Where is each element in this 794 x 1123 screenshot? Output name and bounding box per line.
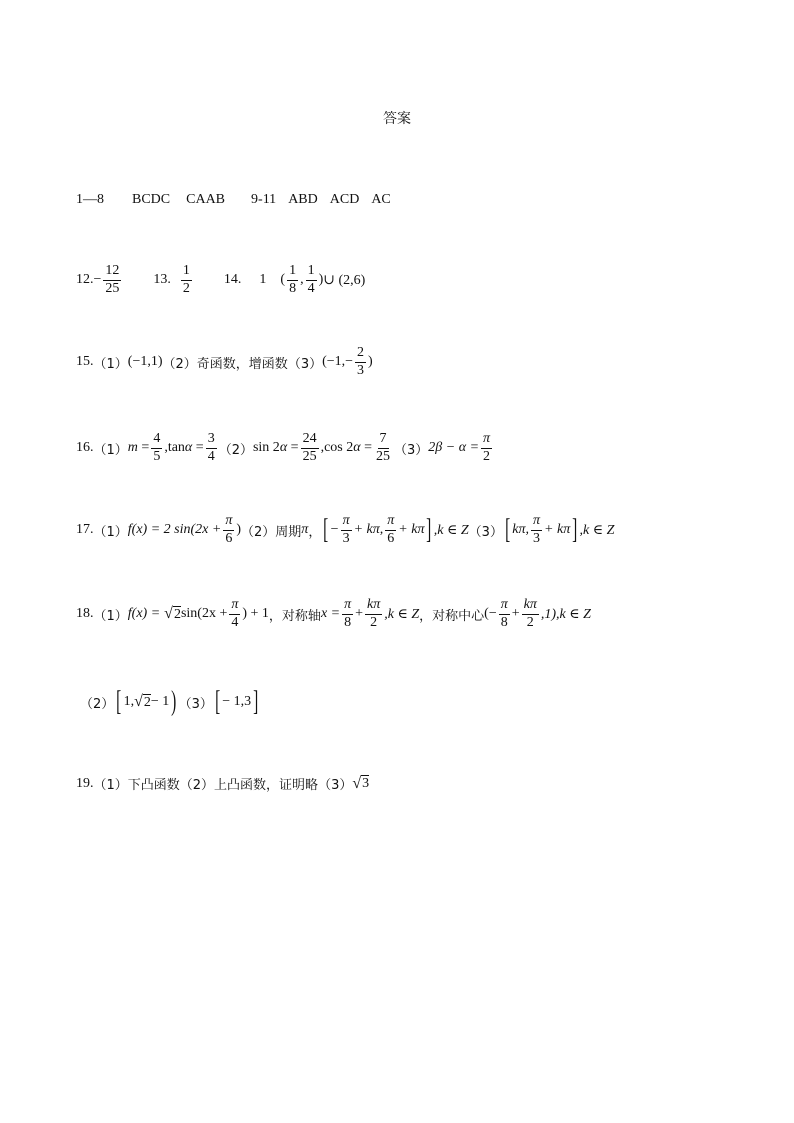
q17-frac3-num: π [385,514,396,531]
q17-bracket-close: ] [426,514,432,546]
q13-fraction [181,264,192,296]
q19-part2: （2）上凸函数，证明略 [179,778,319,793]
q14-f1-numerator: 1 [287,264,298,281]
q1-8-answer-a: BCDC [132,192,171,207]
q14-f2-numerator: 1 [306,264,317,281]
q17-frac3 [385,514,396,546]
q17-kpi-2: + kπ [398,522,425,538]
q14-number: 14. [223,272,242,288]
q14-open-paren: ( [280,272,286,288]
q17-bracket-open-2: [ [505,514,511,546]
q19-number: 19. [76,775,94,791]
q12-numerator: 12 [103,264,121,281]
q17-part3-label: （3） [468,524,503,540]
q17-frac1-num: π [223,514,234,531]
q16-frac3-num: 24 [301,432,319,449]
q14-f2-denominator: 4 [307,280,315,296]
q15-answer1: (−1,1) [127,354,163,370]
q16-frac2-den: 4 [207,448,215,464]
q16-tan: tan [167,440,185,456]
q12-denominator: 25 [105,280,120,296]
q18-frac3 [365,598,382,630]
q16-cos2: cos 2 [324,440,354,456]
q18-frac2 [342,598,353,630]
q16-frac4-num: 7 [378,432,389,449]
q13-denominator: 2 [182,280,190,296]
q17-number: 17. [76,522,94,538]
answer-row-1-11 [76,192,391,208]
q17-kpi-1: + kπ, [353,522,384,538]
q14-value: 1 [259,272,267,288]
q16-frac5-num: π [481,432,492,449]
q16-number: 16. [76,440,94,456]
q17-comma: ， [308,524,322,540]
q9-11-answer-c: AC [371,192,391,207]
q12-sign: − [93,272,102,288]
q15-part1-label: （1） [93,356,128,372]
q16-sin2: sin 2 [252,440,280,456]
q17-kpi-3: kπ, [512,522,530,538]
q18-frac2-den: 8 [344,614,352,630]
q18-x: x = [320,606,341,622]
q17-bracket-close-2: ] [572,514,578,546]
q18-frac5-den: 2 [526,614,534,630]
q18b-part3-label: （3） [178,696,213,712]
q16-frac1-den: 5 [153,448,161,464]
q18-frac4-num: π [499,598,510,615]
q18-axis-label: ，对称轴 [268,608,321,624]
q18-frac2-num: π [342,598,353,615]
q15-part2-label: （2） [162,356,197,372]
q17-frac3-den: 6 [387,530,395,546]
q18b-lower: 1, [123,694,135,709]
q18-frac3-den: 2 [370,614,378,630]
q16-m: m [127,440,138,456]
q18-frac1-num: π [229,598,240,615]
q15-answer3-post: ) [368,354,373,370]
q13-numerator: 1 [181,264,192,281]
q15-number: 15. [76,354,94,370]
q15-answer3-pre: (−1,− [322,354,354,370]
answer-row-17: 17. （1） f(x) = 2 sin(2x + $\frac{\pi}{6}$ ) （2）周期 π ， [ − $\frac{\pi}{3}$ + kπ, $\frac{\pi}{6}$ + kπ ] ,k ∈ Z （3） [ kπ, $\frac{\pi}{3}$ + kπ ] ,k ∈ Z [76,513,615,546]
q18-frac4-den: 8 [500,614,508,630]
q14-fraction-2 [306,264,317,296]
q16-frac4-den: 25 [376,448,391,464]
q16-frac5 [481,432,492,464]
q18-center-end: ,1),k ∈ Z [540,606,591,622]
q16-alpha: α [184,440,193,456]
q16-frac4 [374,432,392,464]
q16-frac5-den: 2 [483,448,491,464]
q17-part1-label: （1） [93,524,128,540]
answer-row-12-14 [76,264,365,296]
q16-part1-label: （1） [93,442,128,458]
q16-frac1-num: 4 [151,432,162,449]
q16-part2-label: （2） [218,442,253,458]
q19-part1: （1）下凸函数 [93,778,180,793]
q18-frac4 [499,598,510,630]
answer-row-18: 18. （1） f(x) = √ 2 sin(2x + $\frac{\pi}{4}$ ) + 1 ，对称轴 x = $\frac{\pi}{8}$ + $\frac{k\pi}{2}$ ,k ∈ Z ，对称中心 (− $\frac{\pi}{8}$ + $\frac{k\pi}{2}$ ,1),k ∈ Z [76,597,591,630]
q15-numerator: 2 [355,346,366,363]
q19-sqrt-value: 3 [362,776,370,791]
q17-frac4 [531,514,542,546]
q18-frac1-den: 4 [231,614,239,630]
q18-center-label: ，对称中心 [419,608,485,624]
q17-kz-2: ,k ∈ Z [579,522,615,538]
q9-11-number: 9-11 [251,192,277,207]
answer-row-18b [80,688,260,716]
q15-answer2: 奇函数，增函数 [196,356,288,372]
q17-function: f(x) = 2 sin(2x + [127,522,222,538]
q17-frac1 [223,514,234,546]
sqrt-icon: √ [134,693,143,710]
q16-frac1 [151,432,162,464]
q14-f1-denominator: 8 [289,280,297,296]
q17-part2-label: （2）周期 [241,524,302,540]
q18-function: f(x) = [127,606,161,622]
q17-period: π [301,522,309,538]
sqrt-icon: √ [352,774,362,792]
q18-number: 18. [76,606,94,622]
q17-frac2 [341,514,352,546]
q18b-minus-one: − 1 [150,694,170,709]
q17-frac1-den: 6 [225,530,233,546]
q17-frac2-den: 3 [342,530,350,546]
q18b-bracket-open: [ [116,686,122,717]
q17-frac2-num: π [341,514,352,531]
q18-plus-one: ) + 1 [242,606,269,622]
q18b-range: − 1,3 [222,694,252,709]
q13-number: 13. [153,272,171,288]
q18b-part2-label: （2） [80,696,115,712]
q17-kz-1: ,k ∈ Z [433,522,469,538]
q15-fraction [355,346,366,378]
q18-sqrt-value: 2 [173,606,181,622]
q15-part3-label: （3） [287,356,323,372]
q19-part3-label: （3） [318,778,353,793]
q17-frac4-den: 3 [533,530,541,546]
q18-frac3-num: kπ [365,598,382,615]
q18b-paren-close: ) [171,686,177,717]
q16-frac2-num: 3 [206,432,217,449]
q16-frac2 [206,432,217,464]
q18-frac5-num: kπ [522,598,539,615]
q18-sin: sin(2x + [180,606,228,622]
q16-frac3 [301,432,319,464]
q12-number: 12. [76,272,94,288]
q1-8-answer-b: CAAB [186,192,226,207]
q14-close-paren: ) [318,272,324,288]
answer-row-15 [76,346,373,378]
q18-part1-label: （1） [93,608,128,624]
q16-beta-expr: 2β − α = [428,440,480,456]
q14-comma: , [300,272,304,288]
q17-frac4-num: π [531,514,542,531]
q18b-bracket-open-2: [ [215,686,221,717]
q15-denominator: 3 [357,362,365,378]
q18b-bracket-close-2: ] [253,686,259,717]
q14-fraction-1 [287,264,298,296]
q14-union: ∪ (2,6) [323,272,366,288]
q18-frac5 [522,598,539,630]
q12-fraction [103,264,121,296]
q9-11-answer-a: ABD [288,192,318,207]
q17-kpi-4: + kπ [544,522,571,538]
q18-kz: ,k ∈ Z [384,606,420,622]
sqrt-icon: √ [160,605,173,623]
answer-row-16: 16. （1） m = $\frac{4}{5}$ , tan α = $\frac{3}{4}$ （2） sin 2 α = $\frac{24}{25}$ , cos 2 α = $\frac{7}{25}$ （3） 2β − α = $\frac{\pi}{2}$ [76,431,491,464]
q16-frac3-den: 25 [302,448,317,464]
q18b-sqrt-value: 2 [143,694,151,710]
q1-8-number: 1—8 [76,192,104,207]
q9-11-answer-b: ACD [329,192,360,207]
q18-frac1 [229,598,240,630]
q17-bracket-open: [ [323,514,329,546]
q16-part3-label: （3） [394,442,429,458]
answer-row-19 [76,774,369,793]
page-title: 答案 [383,112,411,127]
